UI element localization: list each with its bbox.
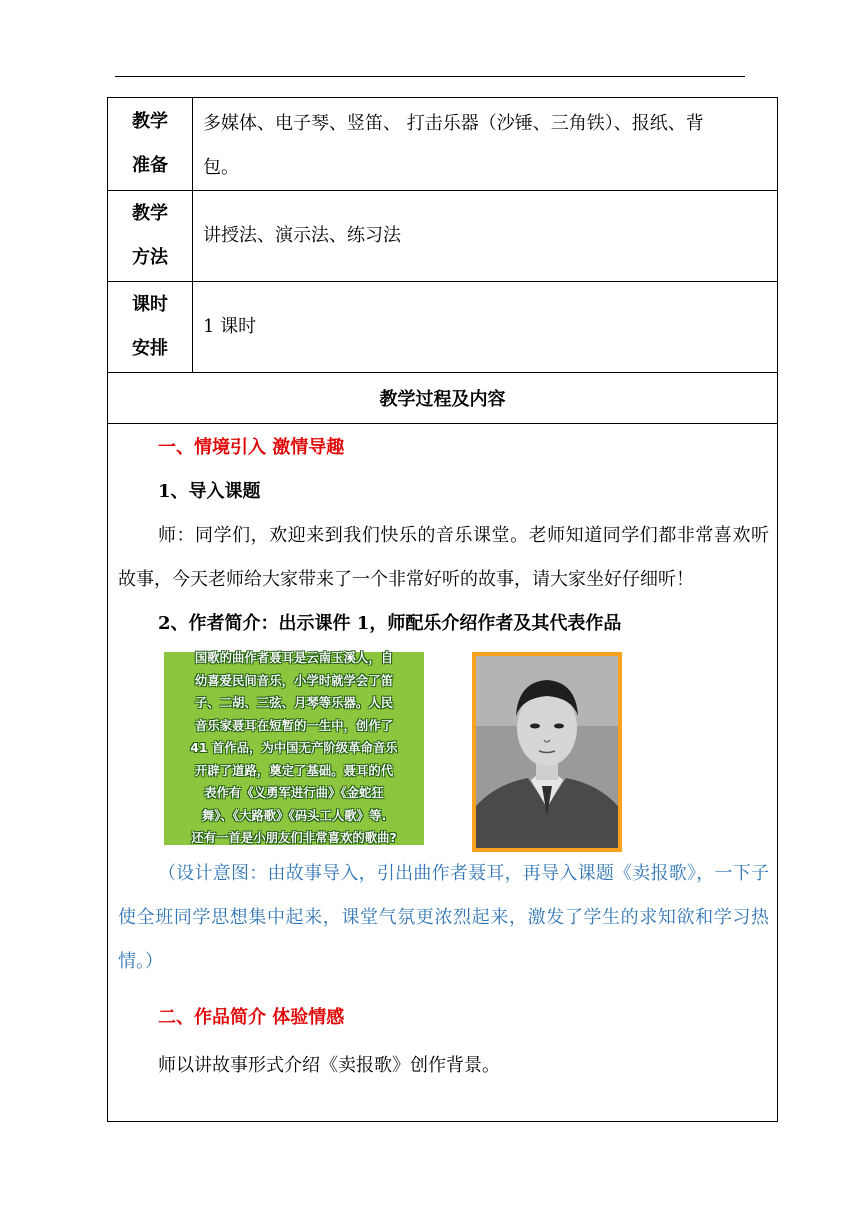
teacher-paragraph: 师：同学们，欢迎来到我们快乐的音乐课堂。老师知道同学们都非常喜欢听故事，今天老师给大家带来了一个非常好听的故事，请大家坐好仔细听！ [118, 525, 769, 590]
value-method: 讲授法、演示法、练习法 [193, 191, 778, 282]
slide-text: 国歌的曲作者聂耳是云南玉溪人，自 幼喜爱民间音乐，小学时就学会了笛 子、二胡、三弦、月琴等乐器。人民 音乐家聂耳在短暂的一生中，创作了 41 首作品，为中国无产阶级革命音乐 开辟了道路，奠定了基础。聂耳的代 表作有《义勇军进行曲》《金蛇狂 舞》、《大路歌》《码头工人歌》等. 还有一首是小朋友们非常喜欢的歌曲? [190, 650, 398, 846]
header-rule [115, 76, 745, 77]
label-method: 教学 方法 [108, 191, 193, 282]
section-heading-1: 一、情境引入 激情导趣 [158, 437, 345, 458]
table-row-content [108, 424, 778, 1122]
design-intent-note: （设计意图：由故事导入，引出曲作者聂耳，再导入课题《卖报歌》，一下子使全班同学思想集中起来，课堂气氛更浓烈起来，激发了学生的求知欲和学习热情。） [118, 863, 769, 972]
table-row-method [108, 191, 778, 282]
value-preparation: 多媒体、电子琴、竖笛、 打击乐器（沙锤、三角铁）、报纸、背 包。 [193, 98, 778, 191]
process-title: 教学过程及内容 [108, 373, 778, 424]
portrait-photo [472, 652, 622, 852]
value-schedule: 1 课时 [193, 282, 778, 373]
courseware-images [118, 652, 769, 852]
lesson-plan-table [107, 97, 778, 1122]
label-schedule: 课时 安排 [108, 282, 193, 373]
subheading-2: 2、作者简介：出示课件 1，师配乐介绍作者及其代表作品 [158, 613, 622, 634]
courseware-slide [164, 652, 424, 845]
portrait-image [476, 656, 618, 848]
subheading-1: 1、导入课题 [158, 481, 261, 502]
table-row-preparation [108, 98, 778, 191]
process-content [108, 424, 778, 1122]
table-row-process-title [108, 373, 778, 424]
section-heading-2: 二、作品简介 体验情感 [158, 1007, 345, 1028]
table-row-schedule [108, 282, 778, 373]
label-preparation: 教学 准备 [108, 98, 193, 191]
background-paragraph: 师以讲故事形式介绍《卖报歌》创作背景。 [158, 1055, 500, 1076]
